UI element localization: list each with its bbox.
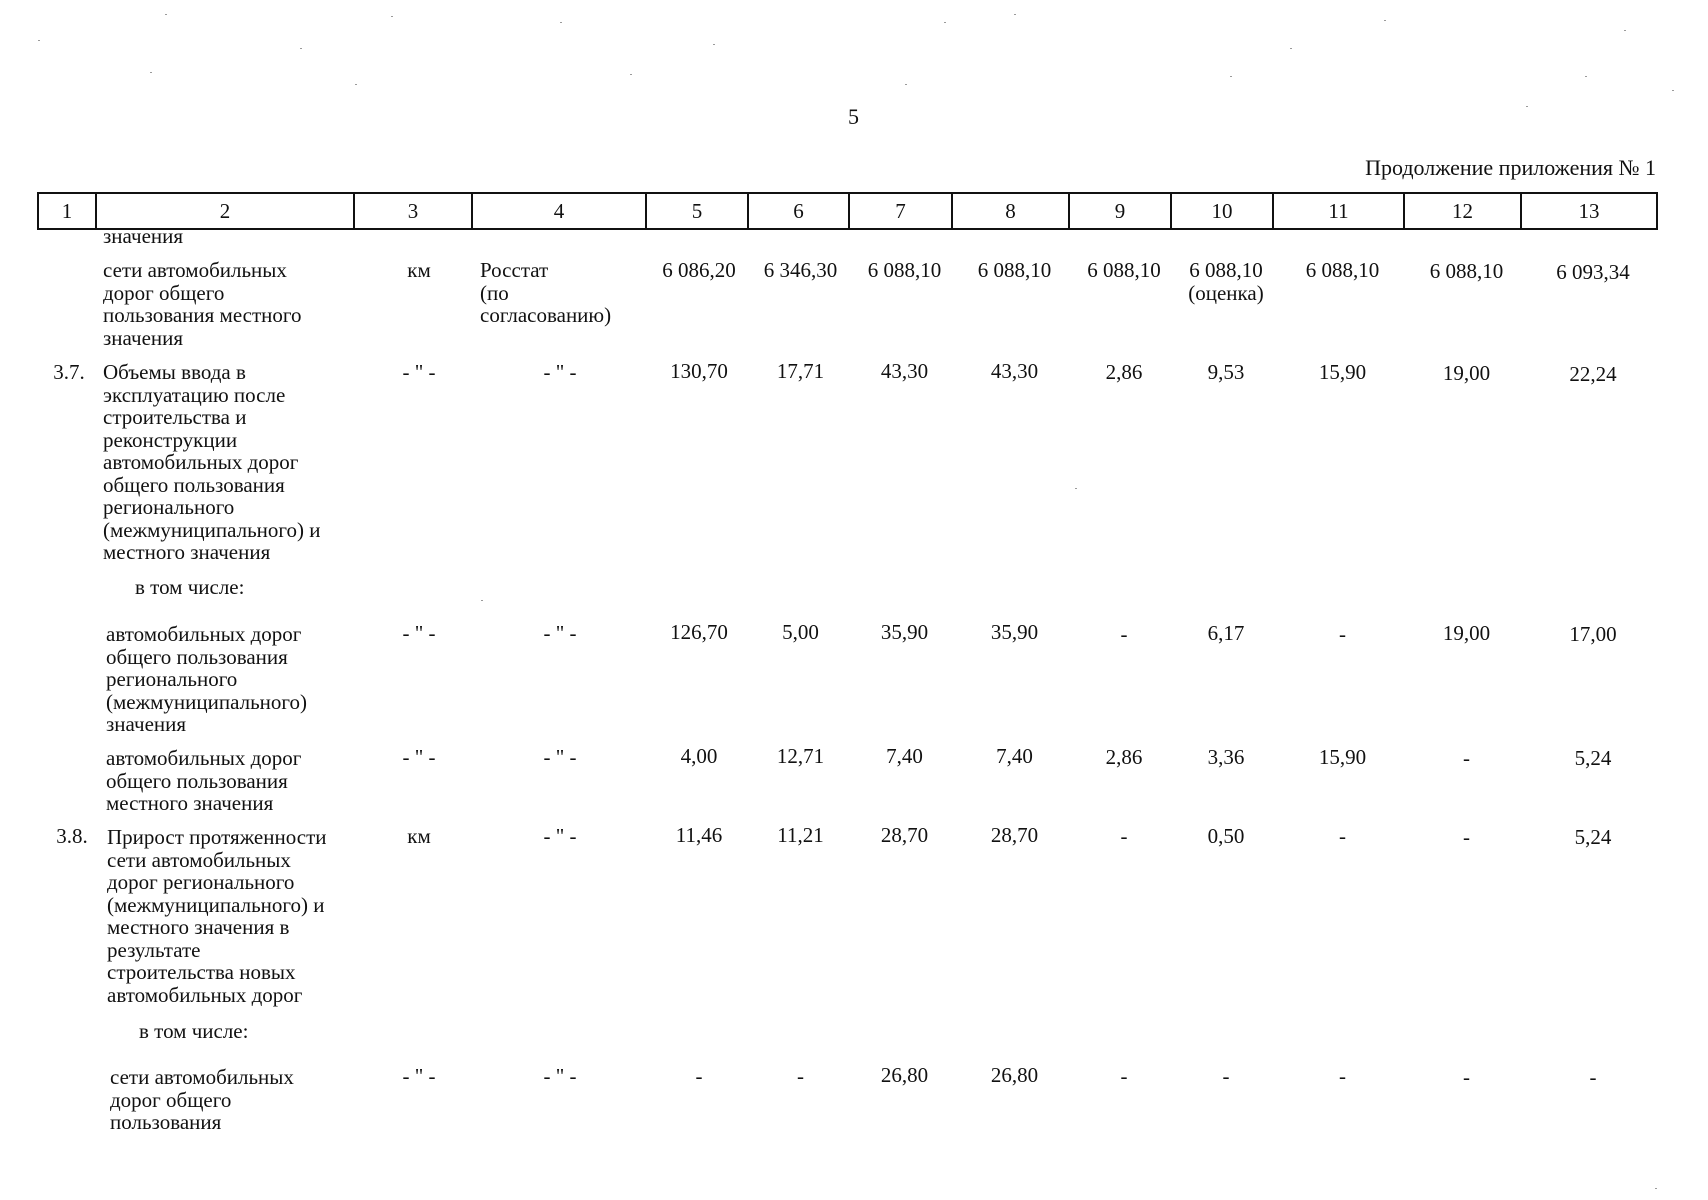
row-value: 7,40 [996, 744, 1033, 768]
header-col-6: 6 [748, 193, 849, 229]
row-name: сети автомобильных дорог общего пользования местного значения [103, 258, 302, 350]
row-value: - [1463, 825, 1470, 849]
row-unit: км [407, 258, 431, 282]
header-col-7: 7 [849, 193, 952, 229]
header-col-10: 10 [1171, 193, 1273, 229]
row-value: - [1339, 824, 1346, 848]
row-source: - " - [543, 621, 577, 645]
row-name: автомобильных дорог общего пользования регионального (межмуниципального) значения [106, 622, 307, 736]
row-value: 12,71 [776, 744, 825, 768]
row-value: 6 093,34 [1556, 260, 1630, 284]
row-value: 6 088,10 [1429, 259, 1504, 283]
header-col-1: 1 [38, 193, 96, 229]
row-source: Росстат (по согласованию) [480, 258, 612, 327]
row-name: значения [103, 224, 184, 248]
row-unit: - " - [402, 621, 436, 645]
row-value: - [1463, 746, 1470, 770]
row-value: 126,70 [670, 620, 728, 644]
row-value: - [1222, 1064, 1230, 1088]
header-col-2: 2 [96, 193, 354, 229]
header-col-4: 4 [472, 193, 646, 229]
header-col-8: 8 [952, 193, 1069, 229]
header-col-9: 9 [1069, 193, 1171, 229]
row-value: 6 346,30 [763, 258, 838, 282]
row-value: - [1339, 622, 1346, 646]
row-source: - " - [543, 745, 577, 769]
header-col-13: 13 [1521, 193, 1657, 229]
row-name: сети автомобильных дорог общего пользования [110, 1065, 294, 1134]
appendix-title: Продолжение приложения № 1 [1365, 155, 1656, 180]
row-value: 11,21 [777, 823, 824, 847]
row-value: - [797, 1064, 804, 1088]
row-value: 43,30 [880, 359, 929, 383]
row-unit: - " - [402, 1064, 436, 1088]
row-value: 28,70 [880, 823, 929, 847]
row-unit: - " - [402, 745, 436, 769]
row-number: 3.7. [53, 360, 85, 384]
row-value: - [1120, 824, 1128, 848]
row-value: 4,00 [680, 744, 718, 768]
row-value: - [1120, 622, 1128, 646]
row-value: 26,80 [990, 1063, 1039, 1087]
header-col-3: 3 [354, 193, 472, 229]
row-value: 7,40 [886, 744, 923, 768]
row-value: 35,90 [990, 620, 1039, 644]
row-value: 6,17 [1207, 621, 1245, 645]
row-value: 28,70 [990, 823, 1039, 847]
row-value: - [1120, 1064, 1128, 1088]
row-value: 6 088,10 [1305, 258, 1380, 282]
row-value: - [1463, 1065, 1470, 1089]
row-value: 17,00 [1569, 622, 1617, 646]
row-value: 2,86 [1105, 745, 1143, 769]
row-source: - " - [543, 1064, 577, 1088]
row-value: 15,90 [1318, 745, 1367, 769]
row-name: автомобильных дорог общего пользования местного значения [106, 746, 302, 815]
row-value: 6 088,10 [977, 258, 1052, 282]
row-unit: - " - [402, 360, 436, 384]
row-name: Прирост протяженности сети автомобильных дорог регионального (межмуниципального) и местного значения в результате строительства новых автомобильных дорог [107, 825, 327, 1007]
header-col-11: 11 [1273, 193, 1404, 229]
row-value: 0,50 [1207, 824, 1245, 848]
row-value: 2,86 [1105, 360, 1143, 384]
row-source: - " - [543, 360, 577, 384]
row-value: 43,30 [990, 359, 1039, 383]
row-value: 17,71 [776, 359, 825, 383]
row-name: Объемы ввода в эксплуатацию после строительства и реконструкции автомобильных дорог общего пользования регионального (межмуниципального) и местного значения [103, 360, 321, 564]
row-value: 6 088,10 [867, 258, 942, 282]
row-value: 9,53 [1207, 360, 1245, 384]
page-number: 5 [848, 104, 859, 129]
row-value: 15,90 [1318, 360, 1367, 384]
row-value: 6 088,10 (оценка) [1188, 258, 1264, 305]
row-value: 5,24 [1574, 825, 1612, 849]
row-value: - [1589, 1065, 1597, 1089]
row-value: 130,70 [670, 359, 728, 383]
row-source: - " - [543, 824, 577, 848]
row-subheading: в том числе: [139, 1019, 249, 1043]
row-value: 6 088,10 [1087, 258, 1161, 282]
row-number: 3.8. [56, 824, 88, 848]
row-value: 22,24 [1569, 362, 1617, 386]
row-value: 19,00 [1442, 361, 1491, 385]
row-value: - [1339, 1064, 1346, 1088]
row-value: - [695, 1064, 703, 1088]
row-unit: км [407, 824, 431, 848]
row-subheading: в том числе: [135, 575, 245, 599]
row-value: 3,36 [1207, 745, 1245, 769]
header-col-5: 5 [646, 193, 748, 229]
row-value: 19,00 [1442, 621, 1491, 645]
row-value: 6 086,20 [662, 258, 736, 282]
row-value: 35,90 [880, 620, 929, 644]
row-value: 26,80 [880, 1063, 929, 1087]
row-value: 11,46 [675, 823, 723, 847]
header-col-12: 12 [1404, 193, 1521, 229]
row-value: 5,24 [1574, 746, 1612, 770]
row-value: 5,00 [782, 620, 819, 644]
